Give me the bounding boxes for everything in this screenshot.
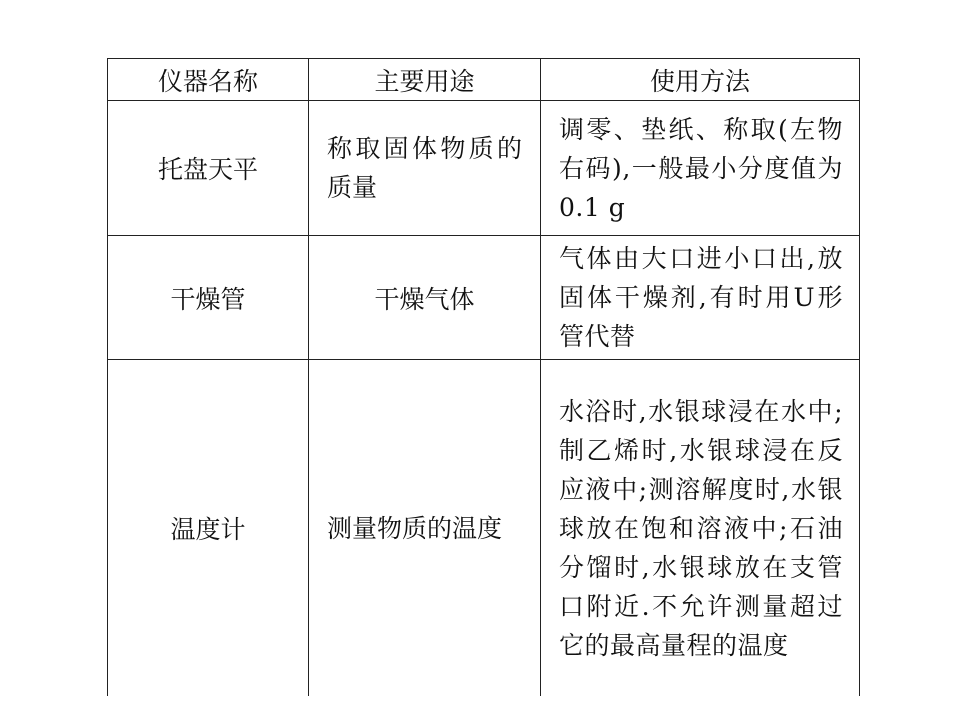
purpose-cell: 测量物质的温度 xyxy=(309,360,541,697)
header-usage-method: 使用方法 xyxy=(541,59,860,101)
purpose-cell: 干燥气体 xyxy=(309,236,541,360)
table-row xyxy=(108,101,860,236)
header-main-purpose: 主要用途 xyxy=(309,59,541,101)
instrument-name-cell: 温度计 xyxy=(108,360,309,697)
instrument-name-cell: 托盘天平 xyxy=(108,101,309,236)
table-row xyxy=(108,360,860,697)
method-cell: 水浴时,水银球浸在水中;制乙烯时,水银球浸在反应液中;测溶解度时,水银球放在饱和溶液中;石油分馏时,水银球放在支管口附近.不允许测量超过它的最高量程的温度 xyxy=(541,360,860,697)
purpose-cell: 称取固体物质的质量 xyxy=(309,101,541,236)
table-header-row xyxy=(108,59,860,101)
table-row xyxy=(108,236,860,360)
method-cell: 调零、垫纸、称取(左物右码),一般最小分度值为0.1 g xyxy=(541,101,860,236)
instrument-table xyxy=(107,58,860,696)
header-instrument-name: 仪器名称 xyxy=(108,59,309,101)
instrument-name-cell: 干燥管 xyxy=(108,236,309,360)
method-cell: 气体由大口进小口出,放固体干燥剂,有时用U形管代替 xyxy=(541,236,860,360)
